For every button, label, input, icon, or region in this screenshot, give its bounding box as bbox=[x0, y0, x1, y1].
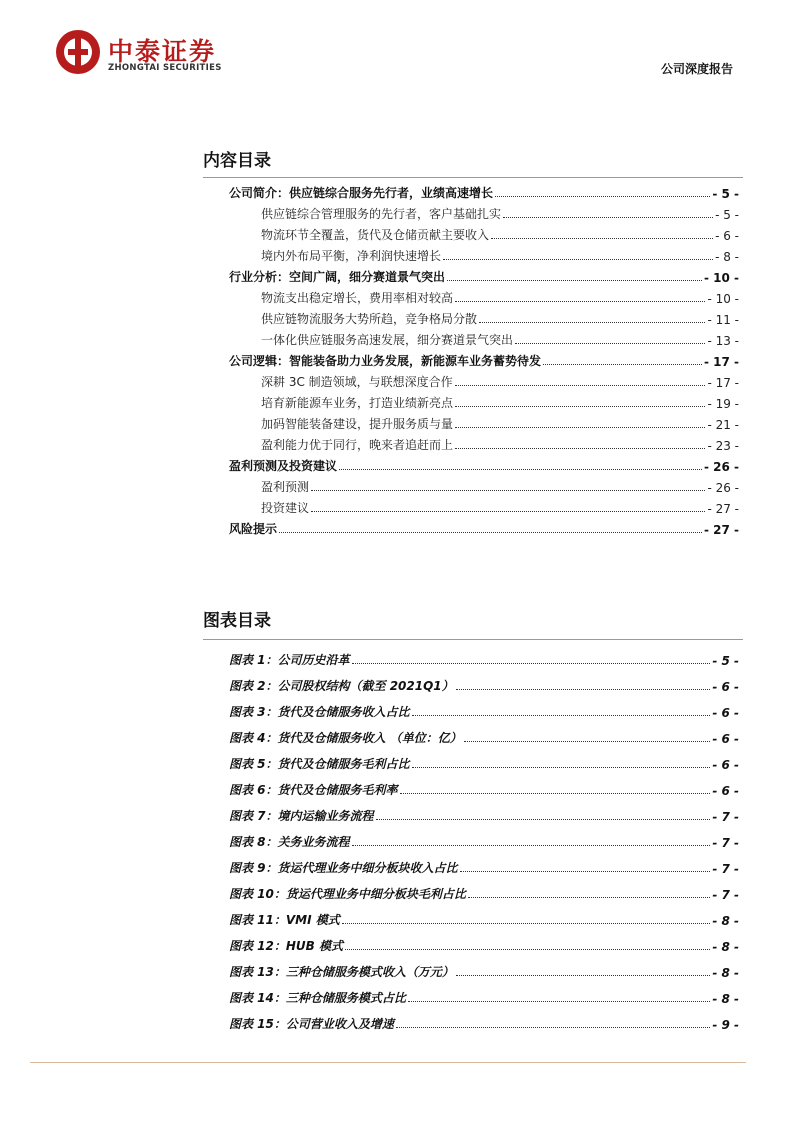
dot-leader bbox=[455, 448, 705, 449]
entry-page-number: - 8 - bbox=[712, 940, 739, 954]
entry-page-number: - 7 - bbox=[712, 888, 739, 902]
dot-leader bbox=[456, 975, 710, 976]
dot-leader bbox=[447, 280, 702, 281]
entry-page-number: - 8 - bbox=[712, 992, 739, 1006]
report-type-label: 公司深度报告 bbox=[660, 62, 733, 76]
entry-page-number: - 6 - bbox=[712, 758, 739, 772]
toc-subsection-entry[interactable] bbox=[229, 222, 739, 243]
dot-leader bbox=[468, 897, 710, 898]
dot-leader bbox=[543, 364, 702, 365]
entry-text: 图表 14：三种仓储服务模式占比 bbox=[229, 991, 406, 1005]
dot-leader bbox=[311, 490, 705, 491]
entry-text: 境内外布局平衡，净利润快速增长 bbox=[261, 249, 442, 263]
footer-rule bbox=[30, 1062, 746, 1063]
dot-leader bbox=[345, 949, 710, 950]
dot-leader bbox=[279, 532, 702, 533]
figure-list-entry[interactable] bbox=[229, 1006, 739, 1032]
entry-text: 加码智能装备建设，提升服务质与量 bbox=[261, 417, 454, 431]
entry-page-number: - 26 - bbox=[703, 460, 739, 474]
entry-text: 图表 6：货代及仓储服务毛利率 bbox=[229, 783, 398, 797]
entry-page-number: - 5 - bbox=[712, 187, 739, 201]
figure-list-entry[interactable] bbox=[229, 980, 739, 1006]
toc-subsection-entry[interactable] bbox=[229, 201, 739, 222]
figure-list-entry[interactable] bbox=[229, 902, 739, 928]
figure-list-entry[interactable] bbox=[229, 746, 739, 772]
entry-text: 深耕 3C 制造领域，与联想深度合作 bbox=[261, 375, 453, 389]
figures-list bbox=[229, 642, 739, 1032]
dot-leader bbox=[352, 663, 711, 664]
dot-leader bbox=[352, 845, 711, 846]
figure-list-entry[interactable] bbox=[229, 772, 739, 798]
entry-text: 供应链物流服务大势所趋，竞争格局分散 bbox=[261, 312, 478, 326]
dot-leader bbox=[400, 793, 711, 794]
entry-page-number: - 7 - bbox=[712, 810, 739, 824]
toc-section-entry[interactable] bbox=[229, 516, 739, 537]
entry-text: 图表 3：货代及仓储服务收入占比 bbox=[229, 705, 410, 719]
dot-leader bbox=[515, 343, 705, 344]
entry-page-number: - 23 - bbox=[707, 439, 739, 453]
toc-subsection-entry[interactable] bbox=[229, 474, 739, 495]
entry-page-number: - 8 - bbox=[715, 250, 739, 264]
entry-page-number: - 6 - bbox=[715, 229, 739, 243]
toc-section-entry[interactable] bbox=[229, 180, 739, 201]
entry-page-number: - 7 - bbox=[712, 862, 739, 876]
figure-list-entry[interactable] bbox=[229, 876, 739, 902]
dot-leader bbox=[412, 715, 711, 716]
toc-subsection-entry[interactable] bbox=[229, 285, 739, 306]
dot-leader bbox=[495, 196, 710, 197]
entry-page-number: - 27 - bbox=[707, 502, 739, 516]
figure-list-entry[interactable] bbox=[229, 928, 739, 954]
entry-text: 物流环节全覆盖，货代及仓储贡献主要收入 bbox=[261, 228, 490, 242]
entry-text: 图表 1：公司历史沿革 bbox=[229, 653, 350, 667]
entry-text: 一体化供应链服务高速发展，细分赛道景气突出 bbox=[261, 333, 514, 347]
figure-list-entry[interactable] bbox=[229, 694, 739, 720]
entry-page-number: - 26 - bbox=[707, 481, 739, 495]
entry-page-number: - 9 - bbox=[712, 1018, 739, 1032]
entry-page-number: - 5 - bbox=[712, 654, 739, 668]
company-logo bbox=[56, 30, 256, 78]
entry-text: 培育新能源车业务，打造业绩新亮点 bbox=[261, 396, 454, 410]
entry-page-number: - 27 - bbox=[703, 523, 739, 537]
contents-title: 内容目录 bbox=[203, 151, 271, 171]
toc-subsection-entry[interactable] bbox=[229, 390, 739, 411]
entry-text: 盈利预测 bbox=[261, 480, 310, 494]
entry-text: 图表 4：货代及仓储服务收入 （单位：亿） bbox=[229, 731, 462, 745]
entry-text: 图表 12：HUB 模式 bbox=[229, 939, 343, 953]
dot-leader bbox=[339, 469, 702, 470]
entry-page-number: - 6 - bbox=[712, 784, 739, 798]
entry-text: 图表 13：三种仓储服务模式收入（万元） bbox=[229, 965, 454, 979]
entry-page-number: - 19 - bbox=[707, 397, 739, 411]
entry-text: 盈利能力优于同行，晚来者追赶而上 bbox=[261, 438, 454, 452]
entry-text: 物流支出稳定增长，费用率相对较高 bbox=[261, 291, 454, 305]
logo-chinese-name: 中泰证券 bbox=[108, 37, 217, 66]
entry-text: 公司简介：供应链综合服务先行者，业绩高速增长 bbox=[229, 186, 494, 200]
toc-subsection-entry[interactable] bbox=[229, 369, 739, 390]
entry-text: 图表 15：公司营业收入及增速 bbox=[229, 1017, 394, 1031]
figures-title: 图表目录 bbox=[203, 611, 271, 631]
entry-text: 图表 8：关务业务流程 bbox=[229, 835, 350, 849]
entry-text: 行业分析：空间广阔，细分赛道景气突出 bbox=[229, 270, 446, 284]
entry-page-number: - 17 - bbox=[707, 376, 739, 390]
entry-page-number: - 8 - bbox=[712, 966, 739, 980]
entry-page-number: - 5 - bbox=[715, 208, 739, 222]
entry-text: 图表 11：VMI 模式 bbox=[229, 913, 340, 927]
dot-leader bbox=[455, 406, 705, 407]
entry-page-number: - 10 - bbox=[707, 292, 739, 306]
figure-list-entry[interactable] bbox=[229, 798, 739, 824]
dot-leader bbox=[408, 1001, 710, 1002]
entry-page-number: - 17 - bbox=[703, 355, 739, 369]
toc-subsection-entry[interactable] bbox=[229, 495, 739, 516]
logo-english-name: ZHONGTAI SECURITIES bbox=[108, 63, 222, 73]
toc-subsection-entry[interactable] bbox=[229, 243, 739, 264]
toc-subsection-entry[interactable] bbox=[229, 327, 739, 348]
entry-text: 盈利预测及投资建议 bbox=[229, 459, 338, 473]
dot-leader bbox=[464, 741, 711, 742]
entry-text: 供应链综合管理服务的先行者，客户基础扎实 bbox=[261, 207, 502, 221]
dot-leader bbox=[491, 238, 713, 239]
figure-list-entry[interactable] bbox=[229, 668, 739, 694]
entry-text: 图表 2：公司股权结构（截至 2021Q1） bbox=[229, 679, 454, 693]
page-header bbox=[0, 0, 793, 90]
dot-leader bbox=[460, 871, 711, 872]
entry-text: 投资建议 bbox=[261, 501, 310, 515]
dot-leader bbox=[342, 923, 711, 924]
entry-text: 图表 10：货运代理业务中细分板块毛利占比 bbox=[229, 887, 466, 901]
dot-leader bbox=[455, 385, 706, 386]
dot-leader bbox=[455, 301, 705, 302]
entry-text: 公司逻辑：智能装备助力业务发展，新能源车业务蓄势待发 bbox=[229, 354, 542, 368]
toc-section-entry[interactable] bbox=[229, 453, 739, 474]
dot-leader bbox=[396, 1027, 710, 1028]
dot-leader bbox=[412, 767, 711, 768]
figure-list-entry[interactable] bbox=[229, 642, 739, 668]
entry-page-number: - 8 - bbox=[712, 914, 739, 928]
entry-page-number: - 13 - bbox=[707, 334, 739, 348]
entry-page-number: - 6 - bbox=[712, 706, 739, 720]
dot-leader bbox=[503, 217, 713, 218]
dot-leader bbox=[376, 819, 711, 820]
dot-leader bbox=[456, 689, 711, 690]
figure-list-entry[interactable] bbox=[229, 824, 739, 850]
figure-list-entry[interactable] bbox=[229, 720, 739, 746]
toc-subsection-entry[interactable] bbox=[229, 306, 739, 327]
contents-rule bbox=[203, 177, 743, 178]
toc-subsection-entry[interactable] bbox=[229, 432, 739, 453]
dot-leader bbox=[443, 259, 713, 260]
figures-rule bbox=[203, 639, 743, 640]
toc-section-entry[interactable] bbox=[229, 348, 739, 369]
dot-leader bbox=[455, 427, 705, 428]
entry-page-number: - 7 - bbox=[712, 836, 739, 850]
entry-text: 图表 7：境内运输业务流程 bbox=[229, 809, 374, 823]
dot-leader bbox=[479, 322, 705, 323]
toc-subsection-entry[interactable] bbox=[229, 411, 739, 432]
entry-text: 图表 5：货代及仓储服务毛利占比 bbox=[229, 757, 410, 771]
entry-text: 风险提示 bbox=[229, 522, 278, 536]
entry-text: 图表 9：货运代理业务中细分板块收入占比 bbox=[229, 861, 458, 875]
entry-page-number: - 21 - bbox=[707, 418, 739, 432]
figure-list-entry[interactable] bbox=[229, 954, 739, 980]
entry-page-number: - 11 - bbox=[707, 313, 739, 327]
figure-list-entry[interactable] bbox=[229, 850, 739, 876]
entry-page-number: - 6 - bbox=[712, 680, 739, 694]
toc-section-entry[interactable] bbox=[229, 264, 739, 285]
logo-emblem-icon bbox=[56, 30, 100, 74]
entry-page-number: - 10 - bbox=[703, 271, 739, 285]
entry-page-number: - 6 - bbox=[712, 732, 739, 746]
dot-leader bbox=[311, 511, 705, 512]
contents-list bbox=[229, 180, 739, 537]
